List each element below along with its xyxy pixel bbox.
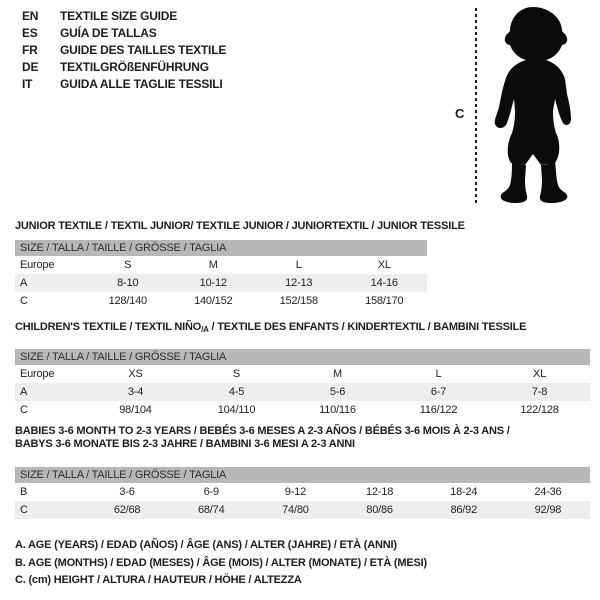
- height-cell: 122/128: [520, 404, 559, 416]
- title-part: CHILDREN'S TEXTILE / TEXTIL NIÑO: [15, 321, 202, 333]
- table-row: [15, 401, 590, 419]
- title-part: / TEXTILE DES ENFANTS / KINDERTEXTIL / BAMBINI TESSILE: [208, 321, 527, 333]
- footnote-c: C. (cm) HEIGHT / ALTURA / HAUTEUR / HÖHE / ALTEZZA: [15, 574, 302, 586]
- height-dashed-line: [475, 8, 477, 206]
- height-measure-label: C: [455, 106, 465, 121]
- section-title-line1: BABIES 3-6 MONTH TO 2-3 YEARS / BEBÉS 3-6 MESES A 2-3 AÑOS / BÉBÉS 3-6 MOIS À 2-3 ANS /: [15, 425, 510, 437]
- height-cell: 140/152: [194, 295, 233, 307]
- baby-silhouette-icon: [481, 5, 593, 208]
- lang-label: TEXTILE SIZE GUIDE: [60, 9, 178, 23]
- age-cell: 24-36: [534, 486, 562, 498]
- row-label: A: [20, 277, 28, 289]
- height-cell: 116/122: [419, 404, 458, 416]
- age-cell: 9-12: [284, 486, 307, 498]
- table-row: [15, 383, 590, 401]
- table-row: [15, 501, 590, 519]
- height-cell: 92/98: [534, 504, 562, 516]
- size-cell: XL: [377, 259, 391, 271]
- height-cell: 110/116: [319, 404, 356, 416]
- lang-code: EN: [22, 9, 39, 23]
- age-cell: 12-13: [285, 277, 313, 289]
- age-cell: 3-6: [119, 486, 135, 498]
- table-row: [15, 292, 427, 310]
- age-cell: 3-4: [127, 386, 144, 398]
- row-label: C: [20, 404, 28, 416]
- size-cell: M: [208, 259, 218, 271]
- height-cell: 104/110: [217, 404, 256, 416]
- size-cell: XS: [128, 368, 143, 380]
- row-label: Europe: [20, 368, 55, 380]
- lang-row-fr: [22, 42, 226, 59]
- title-subscript: /A: [201, 325, 209, 334]
- height-cell: 86/92: [450, 504, 477, 516]
- size-cell: XL: [532, 368, 547, 380]
- row-label: Europe: [20, 259, 55, 271]
- lang-code: IT: [22, 77, 33, 91]
- babies-size-table: [15, 467, 590, 519]
- age-cell: 6-9: [203, 486, 219, 498]
- height-cell: 80/86: [366, 504, 393, 516]
- size-cell: L: [295, 259, 302, 271]
- lang-row-de: [22, 59, 226, 76]
- age-cell: 14-16: [370, 277, 398, 289]
- height-cell: 62/68: [113, 504, 141, 516]
- lang-row-es: [22, 25, 226, 42]
- lang-code: FR: [22, 43, 38, 57]
- age-cell: 5-6: [329, 386, 346, 398]
- height-figure: [440, 0, 600, 215]
- size-header-bar: SIZE / TALLA / TAILLE / GRÖSSE / TAGLIA: [15, 467, 590, 483]
- lang-label: GUIDA ALLE TAGLIE TESSILI: [60, 77, 223, 91]
- footnote-a: A. AGE (YEARS) / EDAD (AÑOS) / ÂGE (ANS) / ALTER (JAHRE) / ETÀ (ANNI): [15, 539, 397, 551]
- size-cell: M: [333, 368, 342, 380]
- row-label: C: [20, 295, 28, 307]
- table-row: [15, 483, 590, 501]
- height-cell: 128/140: [108, 295, 147, 307]
- table-row: [15, 365, 590, 383]
- section-babies-textile: [15, 425, 590, 519]
- table-row: [15, 274, 427, 292]
- table-row: [15, 256, 427, 274]
- footnotes-block: [15, 537, 427, 590]
- section-childrens-textile: [15, 321, 590, 419]
- lang-row-it: [22, 76, 226, 93]
- language-title-block: [22, 8, 226, 93]
- lang-row-en: [22, 8, 226, 25]
- age-cell: 10-12: [199, 277, 227, 289]
- age-cell: 18-24: [450, 486, 478, 498]
- section-junior-textile: [15, 220, 465, 310]
- section-title-line2: BABYS 3-6 MONATE BIS 2-3 JAHRE / BAMBINI 3-6 MESI A 2-3 ANNI: [15, 438, 355, 450]
- size-cell: S: [232, 368, 241, 380]
- lang-code: DE: [22, 60, 39, 74]
- size-header-bar: SIZE / TALLA / TAILLE / GRÖSSE / TAGLIA: [15, 240, 427, 256]
- lang-label: GUÍA DE TALLAS: [60, 26, 157, 40]
- age-cell: 8-10: [117, 277, 139, 289]
- footnote-b: B. AGE (MONTHS) / EDAD (MESES) / ÂGE (MOIS) / ALTER (MONATE) / ETÀ (MESI): [15, 556, 427, 569]
- section-title: [15, 321, 590, 336]
- height-cell: 152/158: [279, 295, 318, 307]
- row-label: B: [20, 486, 28, 498]
- lang-code: ES: [22, 26, 38, 40]
- row-label: C: [20, 504, 28, 516]
- row-label: A: [20, 386, 28, 398]
- children-size-table: [15, 349, 590, 419]
- size-cell: L: [435, 368, 442, 380]
- height-cell: 74/80: [282, 504, 309, 516]
- age-cell: 7-8: [531, 386, 548, 398]
- junior-size-table: [15, 240, 427, 310]
- lang-label: GUIDE DES TAILLES TEXTILE: [60, 43, 227, 57]
- section-title: JUNIOR TEXTILE / TEXTIL JUNIOR/ TEXTILE JUNIOR / JUNIORTEXTIL / JUNIOR TESSILE: [15, 220, 465, 232]
- height-cell: 98/104: [119, 404, 152, 416]
- age-cell: 6-7: [430, 386, 447, 398]
- height-cell: 158/170: [365, 295, 404, 307]
- size-header-bar: SIZE / TALLA / TAILLE / GRÖSSE / TAGLIA: [15, 349, 590, 365]
- age-cell: 12-18: [366, 486, 394, 498]
- height-cell: 68/74: [197, 504, 225, 516]
- lang-label: TEXTILGRÖßENFÜHRUNG: [60, 60, 209, 74]
- age-cell: 4-5: [228, 386, 245, 398]
- size-cell: S: [124, 259, 132, 271]
